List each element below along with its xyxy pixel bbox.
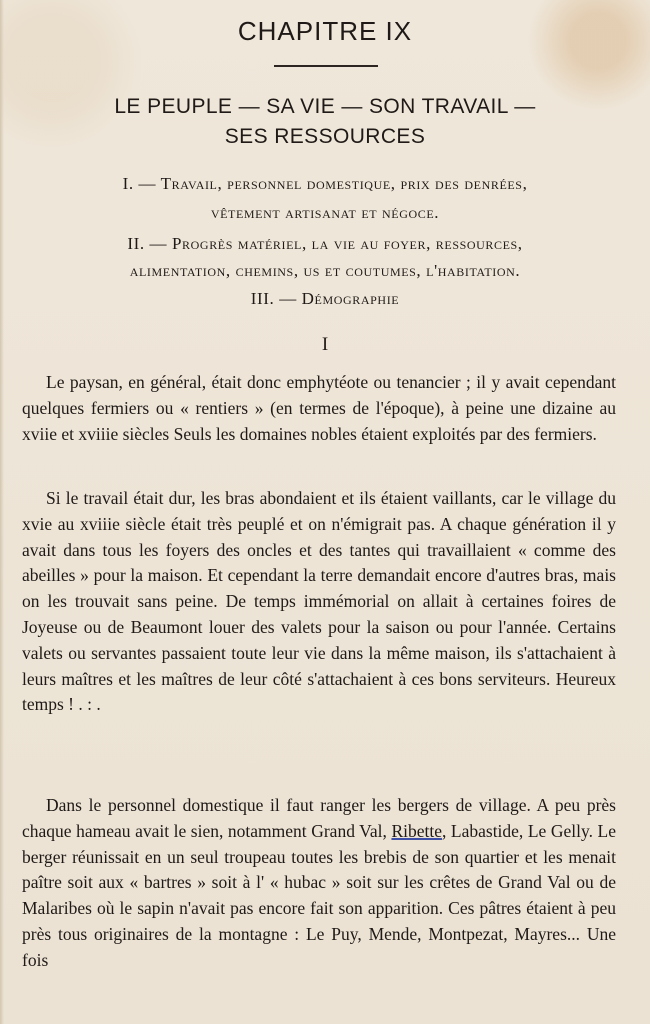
heading-rule <box>274 65 378 67</box>
toc-item-3-text: III. — Démographie <box>250 289 400 308</box>
page-edge <box>0 0 4 1024</box>
chapter-title-line-1: LE PEUPLE — SA VIE — SON TRAVAIL — <box>114 95 536 118</box>
toc-item-3 <box>0 287 650 311</box>
chapter-title <box>0 92 650 152</box>
ink-marked-word: Ribette <box>391 820 442 841</box>
toc-item-2-text-2: alimentation, chemins, us et coutumes, l'habitation. <box>129 261 521 280</box>
paragraph-2: Si le travail était dur, les bras abondaient et ils étaient vaillants, car le village du xvie au xviiie siècle était très peuplé et on n'émigrait pas. A chaque génération il y avait dans tous les foyers des oncles et des tantes qui travaillaient « comme des abeilles » pour la maison. Et cependant la terre demandait encore d'autres bras, mais on les trouvait sans peine. De temps immémorial on allait à certaines foires de Joyeuse ou de Beaumont louer des valets pour la saison ou pour l'année. Certains valets ou servantes passaient toute leur vie dans la même maison, ils s'attachaient à leurs maîtres et les maîtres de leur côté s'attachaient à ces bons serviteurs. Heureux temps ! . : . <box>22 488 616 715</box>
chapter-heading: CHAPITRE IX <box>237 16 413 46</box>
toc-item-1-text-1: I. — Travail, personnel domestique, prix des denrées, <box>122 174 528 193</box>
toc-item-1-line-1 <box>0 172 650 196</box>
toc-item-1-text-2: vêtement artisanat et négoce. <box>210 203 440 222</box>
toc-item-2-line-2 <box>0 259 650 283</box>
toc-item-1-line-2 <box>0 201 650 225</box>
paragraph-1: Le paysan, en général, était donc emphytéote ou tenancier ; il y avait cependant quelques fermiers ou « rentiers » (en termes de l'époque), à peine une dizaine au xviie et xviiie siècles Seuls les domaines nobles étaient exploités par des fermiers. <box>22 372 616 444</box>
paragraph-3-end: , Labastide, Le Gelly. Le berger réunissait en un seul troupeau toutes les brebis de son quartier et les menait paître soit aux « bartres » soit à l' « hubac » soit sur les crêtes de Grand Val ou de Malaribes où le sapin n'avait pas encore fait son apparition. Ces pâtres étaient à peu près tous originaires de la montagne : Le Puy, Mende, Montpezat, Mayres... Une fois <box>22 820 616 970</box>
section-marker: I <box>321 334 329 355</box>
toc-item-2-line-1 <box>0 232 650 256</box>
paragraph-3-start: Dans le personnel domestique il faut ranger les bergers de village. A peu près chaque hameau avait le sien, notamment Grand Val, <box>22 795 616 841</box>
paragraph-3 <box>22 793 616 974</box>
toc-item-2-text-1: II. — Progrès matériel, la vie au foyer, ressources, <box>127 234 523 253</box>
chapter-title-line-2: SES RESSOURCES <box>224 125 426 148</box>
